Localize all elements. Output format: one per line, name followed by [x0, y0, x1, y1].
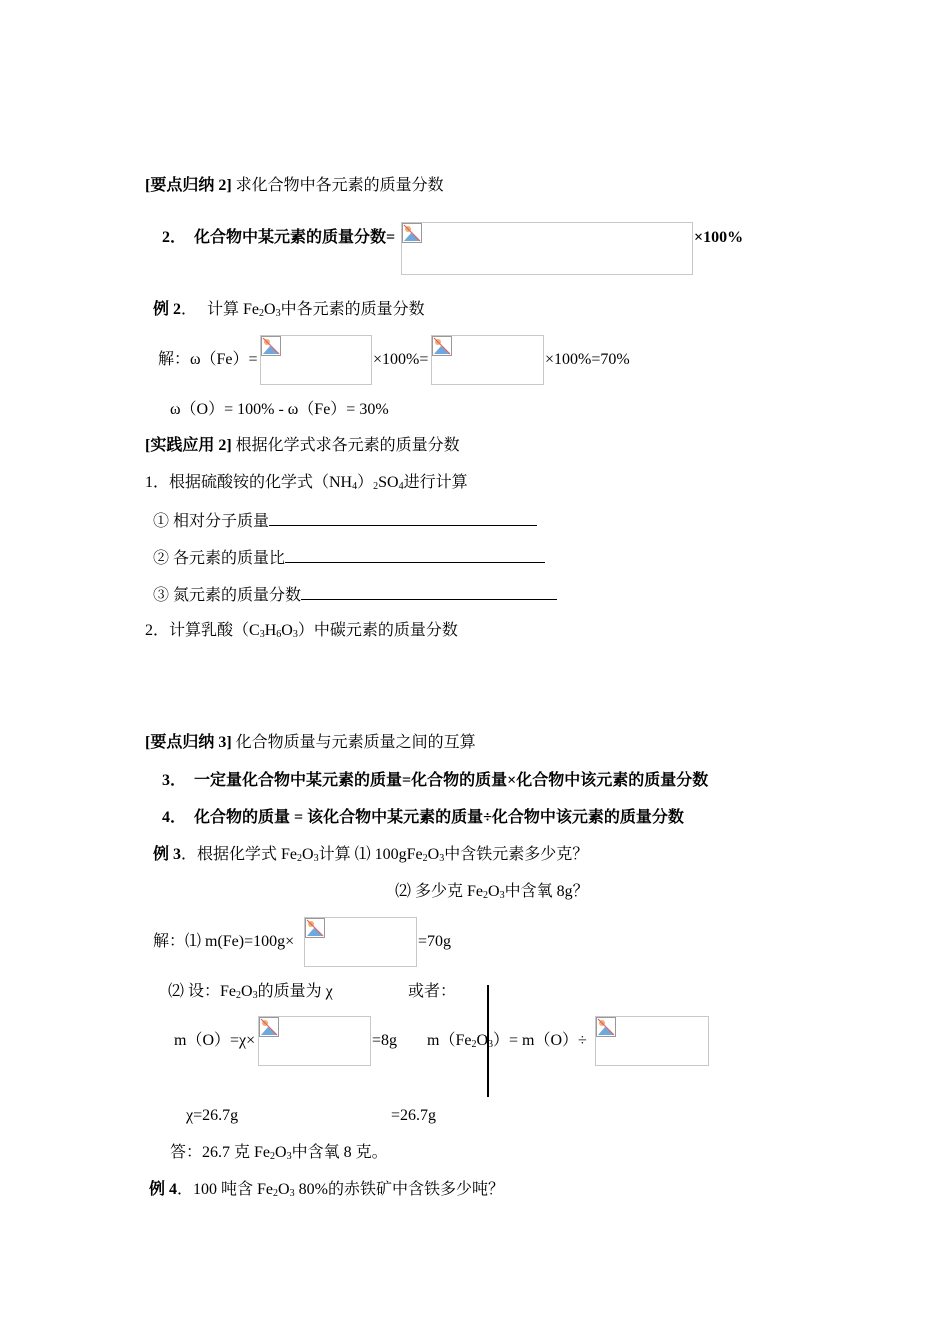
item-number: 4．: [162, 809, 187, 826]
example-label: 例 3: [153, 846, 182, 863]
text: 80%的赤铁矿中含铁多少吨？: [294, 1181, 504, 1198]
section-heading-2: [145, 176, 444, 196]
formula-item-3: [162, 771, 708, 791]
chi-result: χ=26.7g: [186, 1107, 239, 1124]
formula-tail: ×100%: [694, 229, 744, 246]
sub: 2: [422, 853, 428, 864]
text: SO: [378, 474, 399, 491]
text-post: 中各元素的质量分数: [280, 301, 425, 318]
text: O: [281, 622, 293, 639]
example-3-question: [153, 845, 588, 865]
alternative-label: 或者：: [408, 983, 457, 1000]
answer-line-3: [153, 585, 557, 606]
dot: ．: [181, 301, 198, 318]
solution-fe-mid: ×100%=: [373, 351, 429, 368]
answer-label: ③ 氮元素的质量分数: [153, 587, 302, 604]
sub: 3: [289, 1188, 295, 1199]
answer-blank[interactable]: [285, 548, 545, 563]
sub: 3: [313, 853, 319, 864]
sub: 3: [275, 308, 281, 319]
mass-oxygen-post: =8g: [372, 1032, 398, 1049]
heading-bracket: [实践应用 2]: [145, 437, 232, 454]
sub: 3: [292, 629, 298, 640]
item-text: 一定量化合物中某元素的质量=化合物的质量×化合物中该元素的质量分数: [194, 772, 709, 789]
sub: 3: [286, 1151, 292, 1162]
item-number: 3．: [162, 772, 187, 789]
solution-fe-pre: 解：ω（Fe）=: [158, 351, 258, 368]
sub: 2: [483, 890, 489, 901]
answer-blank[interactable]: [301, 585, 557, 600]
text: O: [302, 846, 314, 863]
broken-image-icon: [259, 1017, 279, 1037]
sub: 2: [373, 481, 379, 492]
sub: 3: [499, 890, 505, 901]
text: 答：26.7 克 Fe: [170, 1144, 271, 1161]
broken-image-placeholder: [304, 917, 417, 967]
text: O: [275, 1144, 287, 1161]
heading-text: 求化合物中各元素的质量分数: [231, 177, 444, 194]
heading-text: 根据化学式求各元素的质量分数: [231, 437, 460, 454]
broken-image-icon: [305, 918, 325, 938]
example-3-part-2: [395, 882, 589, 902]
sub: 2: [236, 990, 242, 1001]
text: 中含氧 8 克。: [291, 1144, 388, 1161]
text: 中含氧 8g？: [504, 883, 589, 900]
broken-image-placeholder: [260, 335, 372, 385]
text: ）: [357, 474, 374, 491]
alt-result: =26.7g: [391, 1107, 437, 1124]
omega-oxygen: ω（O）= 100% - ω（Fe）= 30%: [170, 401, 389, 418]
broken-image-icon: [402, 223, 422, 243]
answer-label: ① 相对分子质量: [153, 513, 270, 530]
solution-2-setup: [168, 982, 333, 1002]
broken-image-placeholder: [595, 1016, 709, 1066]
item-text: 化合物的质量 = 该化合物中某元素的质量÷化合物中该元素的质量分数: [194, 809, 684, 826]
practice-question-1: [145, 473, 468, 493]
sub: 6: [276, 629, 282, 640]
formula-item-4: [162, 808, 684, 828]
text: O: [241, 983, 253, 1000]
example-label: 例 4: [149, 1181, 178, 1198]
text: ）中碳元素的质量分数: [297, 622, 458, 639]
sub: 2: [259, 308, 265, 319]
text: 中含铁元素多少克？: [444, 846, 589, 863]
text: 的质量为 χ: [257, 983, 333, 1000]
broken-image-icon: [596, 1017, 616, 1037]
dot: ．: [177, 1181, 194, 1198]
sub: 2: [273, 1188, 279, 1199]
text: 2．计算乳酸（C: [145, 622, 260, 639]
dot: ．: [181, 846, 198, 863]
heading-bracket: [要点归纳 2]: [145, 177, 232, 194]
section-heading-3: [145, 733, 476, 753]
sub: 4: [352, 481, 358, 492]
broken-image-placeholder: [431, 335, 544, 385]
sub: 2: [471, 1039, 477, 1050]
solution-1-post: =70g: [418, 933, 452, 950]
text: H: [264, 622, 277, 639]
practice-heading-2: [145, 436, 460, 456]
answer-blank[interactable]: [269, 511, 537, 526]
text: O: [427, 846, 440, 863]
broken-image-icon: [261, 336, 281, 356]
answer-line-1: [153, 511, 537, 532]
example-label: 例 2: [153, 301, 182, 318]
example-4-question: [149, 1180, 504, 1200]
text: 计算 ⑴ 100gFe: [318, 846, 423, 863]
mass-oxygen-pre: m（O）=χ×: [174, 1032, 256, 1049]
mass-compound-expr: [427, 1031, 587, 1051]
broken-image-icon: [432, 336, 452, 356]
sub: 3: [488, 1039, 494, 1050]
broken-image-placeholder: [401, 222, 693, 275]
answer-statement: [170, 1143, 388, 1163]
heading-text: 化合物质量与元素质量之间的互算: [231, 734, 476, 751]
text: 根据化学式 Fe: [197, 846, 298, 863]
text: ）= m（O）÷: [493, 1032, 587, 1049]
practice-question-2: [145, 621, 458, 641]
sub: 2: [297, 853, 303, 864]
broken-image-placeholder: [258, 1016, 371, 1066]
heading-bracket: [要点归纳 3]: [145, 734, 232, 751]
text: ⑵ 设：Fe: [168, 983, 237, 1000]
sub: 3: [259, 629, 265, 640]
formula-item-2: [162, 228, 395, 248]
sub: 2: [270, 1151, 276, 1162]
sub: 4: [398, 481, 404, 492]
text-mid: O: [264, 301, 276, 318]
text: 1．根据硫酸铵的化学式（NH: [145, 474, 353, 491]
text: m（Fe: [427, 1032, 472, 1049]
text: 100 吨含 Fe: [193, 1181, 274, 1198]
text: 进行计算: [403, 474, 468, 491]
text: O: [488, 883, 500, 900]
sub: 3: [252, 990, 258, 1001]
text-pre: 计算 Fe: [207, 301, 260, 318]
example-2-question: [153, 300, 425, 320]
answer-label: ② 各元素的质量比: [153, 550, 286, 567]
text: O: [278, 1181, 290, 1198]
sub: 3: [439, 853, 445, 864]
item-number: 2．: [162, 229, 187, 246]
item-text: 化合物中某元素的质量分数=: [194, 229, 396, 246]
solution-fe-post: ×100%=70%: [545, 351, 630, 368]
solution-1-pre: 解：⑴ m(Fe)=100g×: [153, 933, 295, 950]
answer-line-2: [153, 548, 545, 569]
text: ⑵ 多少克 Fe: [395, 883, 484, 900]
text: O: [476, 1032, 489, 1049]
